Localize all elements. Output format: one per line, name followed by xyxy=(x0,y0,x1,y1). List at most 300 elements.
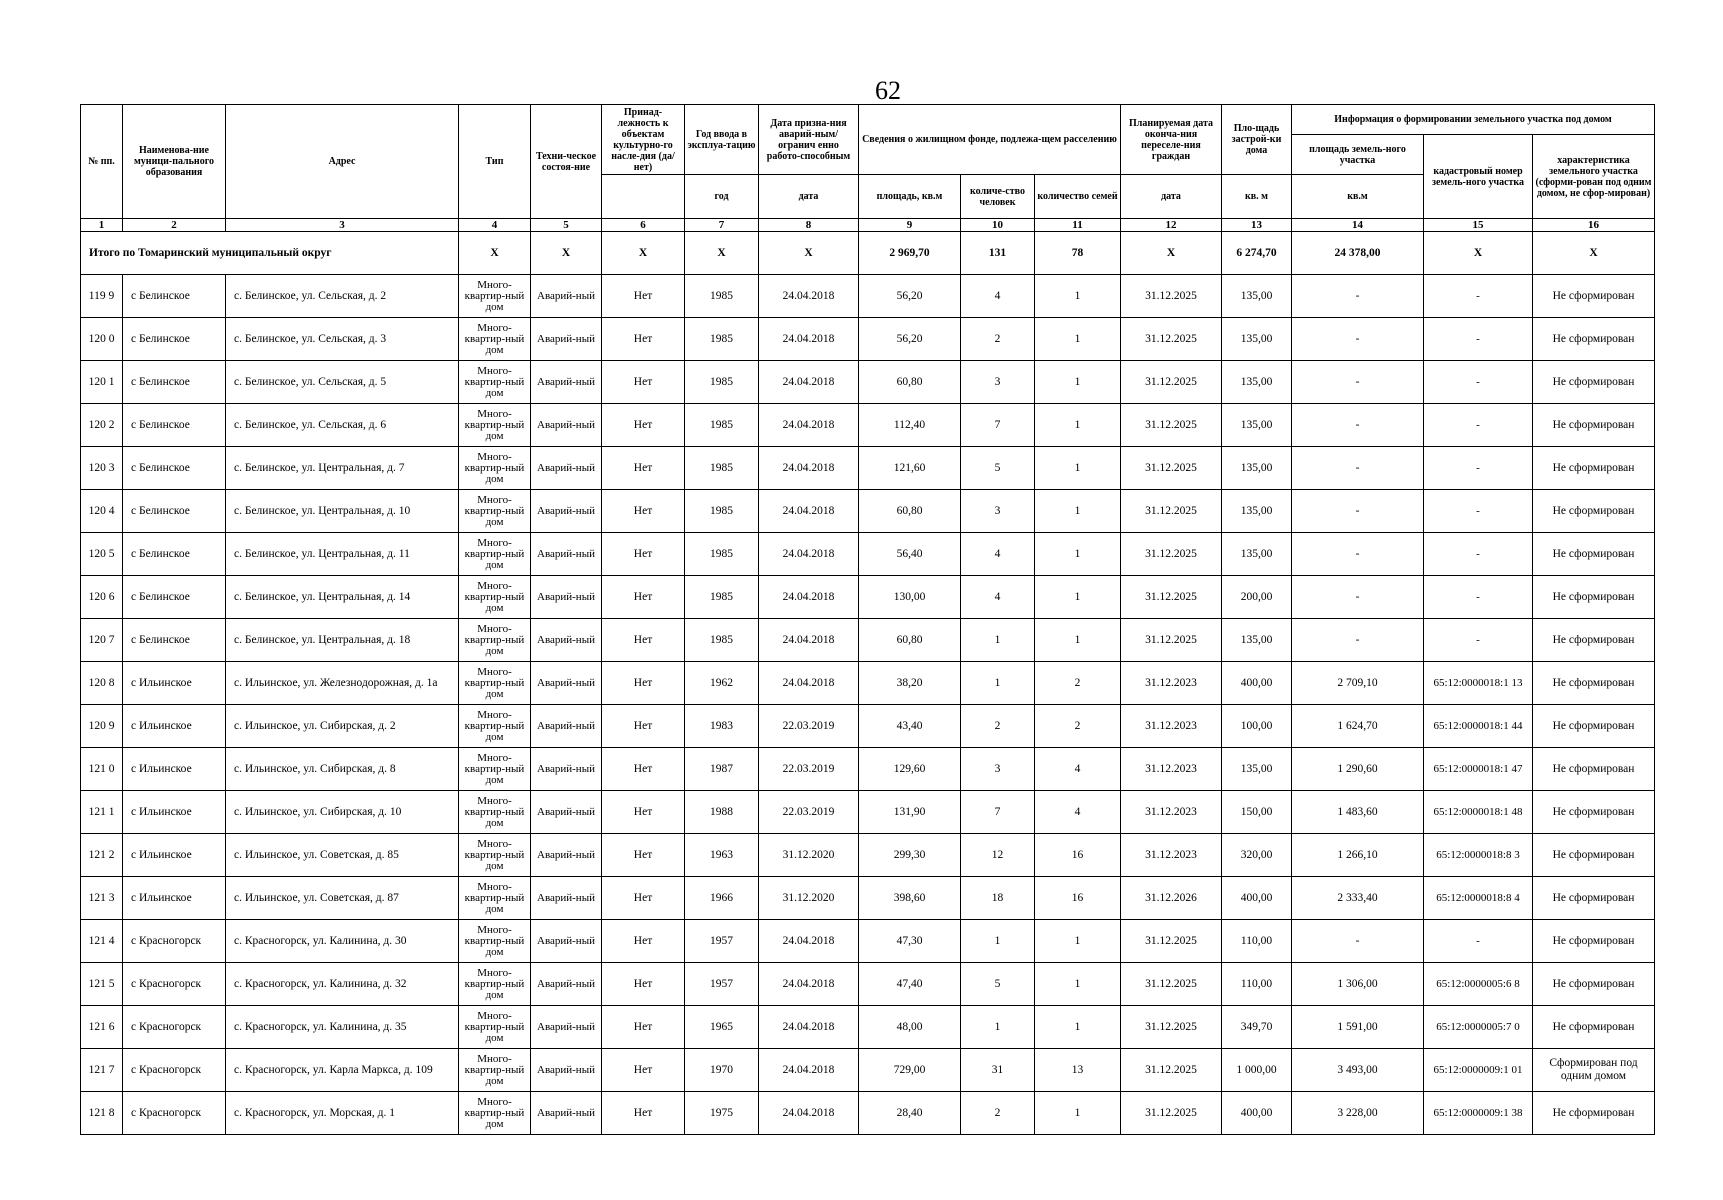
type-cell: Много-квартир-ный дом xyxy=(459,834,531,877)
land-area-cell: - xyxy=(1292,619,1424,662)
families-cell: 1 xyxy=(1035,447,1121,490)
built-area-cell: 100,00 xyxy=(1222,705,1292,748)
year-built-cell: 1970 xyxy=(685,1049,759,1092)
land-area-cell: 1 266,10 xyxy=(1292,834,1424,877)
people-cell: 4 xyxy=(961,275,1035,318)
municipality-cell: с Красногорск xyxy=(123,1092,226,1135)
table-row xyxy=(81,920,1655,963)
heritage-cell: Нет xyxy=(602,447,685,490)
cadastral-cell: 65:12:0000009:1 38 xyxy=(1424,1092,1533,1135)
heritage-cell: Нет xyxy=(602,361,685,404)
families-cell: 1 xyxy=(1035,404,1121,447)
built-area-cell: 135,00 xyxy=(1222,490,1292,533)
cadastral-cell: - xyxy=(1424,920,1533,963)
year-built-cell: 1975 xyxy=(685,1092,759,1135)
row-number: 120 4 xyxy=(81,490,123,533)
header-unit-built: кв. м xyxy=(1222,175,1292,219)
type-cell: Много-квартир-ный дом xyxy=(459,705,531,748)
area-cell: 47,40 xyxy=(859,963,961,1006)
cadastral-cell: - xyxy=(1424,619,1533,662)
planned-date-cell: 31.12.2025 xyxy=(1121,920,1222,963)
tech-state-cell: Аварий-ный xyxy=(531,490,602,533)
header-land-group: Информация о формировании земельного участка под домом xyxy=(1292,105,1655,135)
families-cell: 13 xyxy=(1035,1049,1121,1092)
row-number: 121 0 xyxy=(81,748,123,791)
area-cell: 60,80 xyxy=(859,361,961,404)
municipality-cell: с Белинское xyxy=(123,533,226,576)
people-cell: 2 xyxy=(961,1092,1035,1135)
emergency-date-cell: 24.04.2018 xyxy=(759,662,859,705)
built-area-cell: 110,00 xyxy=(1222,920,1292,963)
table-row xyxy=(81,361,1655,404)
cadastral-cell: - xyxy=(1424,490,1533,533)
emergency-date-cell: 24.04.2018 xyxy=(759,920,859,963)
people-cell: 4 xyxy=(961,533,1035,576)
people-cell: 3 xyxy=(961,748,1035,791)
row-number: 120 8 xyxy=(81,662,123,705)
cadastral-cell: - xyxy=(1424,404,1533,447)
built-area-cell: 135,00 xyxy=(1222,404,1292,447)
built-area-cell: 400,00 xyxy=(1222,1092,1292,1135)
emergency-date-cell: 24.04.2018 xyxy=(759,447,859,490)
families-cell: 1 xyxy=(1035,1092,1121,1135)
planned-date-cell: 31.12.2025 xyxy=(1121,1049,1222,1092)
column-number: 13 xyxy=(1222,219,1292,232)
table-row xyxy=(81,877,1655,920)
families-cell: 4 xyxy=(1035,748,1121,791)
emergency-date-cell: 24.04.2018 xyxy=(759,576,859,619)
emergency-date-cell: 31.12.2020 xyxy=(759,834,859,877)
land-char-cell: Не сформирован xyxy=(1533,963,1655,1006)
heritage-cell: Нет xyxy=(602,705,685,748)
built-area-cell: 135,00 xyxy=(1222,533,1292,576)
emergency-date-cell: 24.04.2018 xyxy=(759,404,859,447)
heritage-cell: Нет xyxy=(602,1049,685,1092)
header-unit-planned: дата xyxy=(1121,175,1222,219)
land-area-cell: - xyxy=(1292,490,1424,533)
tech-state-cell: Аварий-ный xyxy=(531,877,602,920)
built-area-cell: 400,00 xyxy=(1222,662,1292,705)
families-cell: 1 xyxy=(1035,576,1121,619)
land-char-cell: Не сформирован xyxy=(1533,1092,1655,1135)
families-cell: 1 xyxy=(1035,963,1121,1006)
table-row xyxy=(81,705,1655,748)
emergency-date-cell: 24.04.2018 xyxy=(759,490,859,533)
municipality-cell: с Ильинское xyxy=(123,834,226,877)
built-area-cell: 200,00 xyxy=(1222,576,1292,619)
heritage-cell: Нет xyxy=(602,877,685,920)
people-cell: 5 xyxy=(961,447,1035,490)
table-row xyxy=(81,576,1655,619)
municipality-cell: с Ильинское xyxy=(123,662,226,705)
heritage-cell: Нет xyxy=(602,576,685,619)
area-cell: 60,80 xyxy=(859,619,961,662)
cadastral-cell: 65:12:0000005:7 0 xyxy=(1424,1006,1533,1049)
heritage-cell: Нет xyxy=(602,834,685,877)
emergency-date-cell: 24.04.2018 xyxy=(759,619,859,662)
municipality-cell: с Белинское xyxy=(123,447,226,490)
type-cell: Много-квартир-ный дом xyxy=(459,404,531,447)
table-row xyxy=(81,318,1655,361)
address-cell: с. Ильинское, ул. Советская, д. 87 xyxy=(226,877,459,920)
land-char-cell: Не сформирован xyxy=(1533,576,1655,619)
area-cell: 56,20 xyxy=(859,275,961,318)
municipality-cell: с Ильинское xyxy=(123,877,226,920)
address-cell: с. Ильинское, ул. Сибирская, д. 10 xyxy=(226,791,459,834)
tech-state-cell: Аварий-ный xyxy=(531,748,602,791)
type-cell: Много-квартир-ный дом xyxy=(459,275,531,318)
tech-state-cell: Аварий-ный xyxy=(531,1049,602,1092)
built-area-cell: 150,00 xyxy=(1222,791,1292,834)
land-area-cell: - xyxy=(1292,404,1424,447)
header-type: Тип xyxy=(459,105,531,219)
header-area: площадь, кв.м xyxy=(859,175,961,219)
row-number: 121 6 xyxy=(81,1006,123,1049)
resettlement-register-table xyxy=(80,104,1655,1135)
land-char-cell: Не сформирован xyxy=(1533,791,1655,834)
type-cell: Много-квартир-ный дом xyxy=(459,533,531,576)
people-cell: 1 xyxy=(961,920,1035,963)
cadastral-cell: 65:12:0000009:1 01 xyxy=(1424,1049,1533,1092)
row-number: 121 5 xyxy=(81,963,123,1006)
people-cell: 2 xyxy=(961,705,1035,748)
address-cell: с. Ильинское, ул. Железнодорожная, д. 1а xyxy=(226,662,459,705)
municipality-cell: с Красногорск xyxy=(123,963,226,1006)
land-area-cell: - xyxy=(1292,361,1424,404)
column-number: 16 xyxy=(1533,219,1655,232)
table-row xyxy=(81,533,1655,576)
column-number: 2 xyxy=(123,219,226,232)
land-char-cell: Не сформирован xyxy=(1533,1006,1655,1049)
planned-date-cell: 31.12.2025 xyxy=(1121,361,1222,404)
heritage-cell: Нет xyxy=(602,533,685,576)
heritage-cell: Нет xyxy=(602,318,685,361)
table-row xyxy=(81,963,1655,1006)
land-char-cell: Не сформирован xyxy=(1533,404,1655,447)
address-cell: с. Белинское, ул. Сельская, д. 2 xyxy=(226,275,459,318)
column-number-row xyxy=(81,219,1655,232)
tech-state-cell: Аварий-ный xyxy=(531,791,602,834)
row-number: 121 2 xyxy=(81,834,123,877)
year-built-cell: 1957 xyxy=(685,963,759,1006)
emergency-date-cell: 24.04.2018 xyxy=(759,1092,859,1135)
tech-state-cell: Аварий-ный xyxy=(531,1092,602,1135)
tech-state-cell: Аварий-ный xyxy=(531,576,602,619)
tech-state-cell: Аварий-ный xyxy=(531,361,602,404)
emergency-date-cell: 24.04.2018 xyxy=(759,1049,859,1092)
cadastral-cell: - xyxy=(1424,361,1533,404)
people-cell: 1 xyxy=(961,1006,1035,1049)
emergency-date-cell: 22.03.2019 xyxy=(759,748,859,791)
people-cell: 7 xyxy=(961,404,1035,447)
planned-date-cell: 31.12.2026 xyxy=(1121,877,1222,920)
column-number: 6 xyxy=(602,219,685,232)
tech-state-cell: Аварий-ный xyxy=(531,1006,602,1049)
header-families: количество семей xyxy=(1035,175,1121,219)
total-row xyxy=(81,232,1655,275)
people-cell: 3 xyxy=(961,490,1035,533)
area-cell: 43,40 xyxy=(859,705,961,748)
header-emergency-date: Дата призна-ния аварий-ным/огранич енно работо-способным xyxy=(759,105,859,175)
emergency-date-cell: 24.04.2018 xyxy=(759,1006,859,1049)
land-area-cell: 3 228,00 xyxy=(1292,1092,1424,1135)
people-cell: 1 xyxy=(961,619,1035,662)
built-area-cell: 135,00 xyxy=(1222,275,1292,318)
land-char-cell: Не сформирован xyxy=(1533,490,1655,533)
total-year: X xyxy=(685,232,759,275)
row-number: 120 0 xyxy=(81,318,123,361)
year-built-cell: 1983 xyxy=(685,705,759,748)
land-char-cell: Не сформирован xyxy=(1533,275,1655,318)
row-number: 120 3 xyxy=(81,447,123,490)
type-cell: Много-квартир-ный дом xyxy=(459,490,531,533)
cadastral-cell: - xyxy=(1424,318,1533,361)
emergency-date-cell: 31.12.2020 xyxy=(759,877,859,920)
year-built-cell: 1957 xyxy=(685,920,759,963)
cadastral-cell: 65:12:0000018:1 13 xyxy=(1424,662,1533,705)
land-area-cell: 1 306,00 xyxy=(1292,963,1424,1006)
row-number: 120 2 xyxy=(81,404,123,447)
emergency-date-cell: 22.03.2019 xyxy=(759,791,859,834)
row-number: 120 6 xyxy=(81,576,123,619)
table-header xyxy=(81,105,1655,232)
header-address: Адрес xyxy=(226,105,459,219)
cadastral-cell: 65:12:0000018:1 48 xyxy=(1424,791,1533,834)
land-area-cell: 1 290,60 xyxy=(1292,748,1424,791)
address-cell: с. Красногорск, ул. Морская, д. 1 xyxy=(226,1092,459,1135)
year-built-cell: 1988 xyxy=(685,791,759,834)
land-area-cell: 1 591,00 xyxy=(1292,1006,1424,1049)
table-row xyxy=(81,490,1655,533)
total-land-char: X xyxy=(1533,232,1655,275)
families-cell: 2 xyxy=(1035,662,1121,705)
land-area-cell: - xyxy=(1292,275,1424,318)
cadastral-cell: - xyxy=(1424,576,1533,619)
address-cell: с. Белинское, ул. Центральная, д. 18 xyxy=(226,619,459,662)
emergency-date-cell: 24.04.2018 xyxy=(759,533,859,576)
row-number: 120 7 xyxy=(81,619,123,662)
table-row xyxy=(81,791,1655,834)
row-number: 119 9 xyxy=(81,275,123,318)
address-cell: с. Красногорск, ул. Калинина, д. 30 xyxy=(226,920,459,963)
address-cell: с. Белинское, ул. Сельская, д. 3 xyxy=(226,318,459,361)
planned-date-cell: 31.12.2025 xyxy=(1121,490,1222,533)
land-area-cell: - xyxy=(1292,318,1424,361)
total-area: 2 969,70 xyxy=(859,232,961,275)
emergency-date-cell: 24.04.2018 xyxy=(759,275,859,318)
tech-state-cell: Аварий-ный xyxy=(531,963,602,1006)
total-heritage: X xyxy=(602,232,685,275)
type-cell: Много-квартир-ный дом xyxy=(459,619,531,662)
column-number: 12 xyxy=(1121,219,1222,232)
people-cell: 5 xyxy=(961,963,1035,1006)
people-cell: 1 xyxy=(961,662,1035,705)
cadastral-cell: - xyxy=(1424,275,1533,318)
families-cell: 1 xyxy=(1035,490,1121,533)
heritage-cell: Нет xyxy=(602,748,685,791)
header-land-area: площадь земель-ного участка xyxy=(1292,135,1424,175)
header-people: количе-ство человек xyxy=(961,175,1035,219)
land-char-cell: Не сформирован xyxy=(1533,834,1655,877)
emergency-date-cell: 22.03.2019 xyxy=(759,705,859,748)
year-built-cell: 1985 xyxy=(685,576,759,619)
built-area-cell: 400,00 xyxy=(1222,877,1292,920)
tech-state-cell: Аварий-ный xyxy=(531,404,602,447)
area-cell: 56,40 xyxy=(859,533,961,576)
row-number: 120 9 xyxy=(81,705,123,748)
table-row xyxy=(81,834,1655,877)
land-area-cell: 2 333,40 xyxy=(1292,877,1424,920)
type-cell: Много-квартир-ный дом xyxy=(459,1049,531,1092)
area-cell: 131,90 xyxy=(859,791,961,834)
tech-state-cell: Аварий-ный xyxy=(531,318,602,361)
people-cell: 7 xyxy=(961,791,1035,834)
tech-state-cell: Аварий-ный xyxy=(531,619,602,662)
municipality-cell: с Ильинское xyxy=(123,748,226,791)
type-cell: Много-квартир-ный дом xyxy=(459,1092,531,1135)
year-built-cell: 1985 xyxy=(685,490,759,533)
address-cell: с. Белинское, ул. Сельская, д. 5 xyxy=(226,361,459,404)
municipality-cell: с Белинское xyxy=(123,576,226,619)
cadastral-cell: 65:12:0000018:8 4 xyxy=(1424,877,1533,920)
table-row xyxy=(81,662,1655,705)
column-number: 8 xyxy=(759,219,859,232)
table-row xyxy=(81,404,1655,447)
type-cell: Много-квартир-ный дом xyxy=(459,361,531,404)
planned-date-cell: 31.12.2025 xyxy=(1121,404,1222,447)
area-cell: 48,00 xyxy=(859,1006,961,1049)
area-cell: 121,60 xyxy=(859,447,961,490)
year-built-cell: 1985 xyxy=(685,275,759,318)
emergency-date-cell: 24.04.2018 xyxy=(759,361,859,404)
header-cadastral: кадастровый номер земель-ного участка xyxy=(1424,135,1533,219)
header-heritage: Принад-лежность к объектам культурно-го насле-дия (да/нет) xyxy=(602,105,685,175)
families-cell: 1 xyxy=(1035,619,1121,662)
built-area-cell: 135,00 xyxy=(1222,361,1292,404)
built-area-cell: 135,00 xyxy=(1222,619,1292,662)
row-number: 121 1 xyxy=(81,791,123,834)
area-cell: 60,80 xyxy=(859,490,961,533)
address-cell: с. Белинское, ул. Сельская, д. 6 xyxy=(226,404,459,447)
year-built-cell: 1963 xyxy=(685,834,759,877)
column-number: 1 xyxy=(81,219,123,232)
column-number: 15 xyxy=(1424,219,1533,232)
land-area-cell: - xyxy=(1292,447,1424,490)
table-row xyxy=(81,1092,1655,1135)
page-number: 62 xyxy=(875,76,901,105)
column-number: 3 xyxy=(226,219,459,232)
total-cadastral: X xyxy=(1424,232,1533,275)
tech-state-cell: Аварий-ный xyxy=(531,533,602,576)
planned-date-cell: 31.12.2025 xyxy=(1121,576,1222,619)
table-body xyxy=(81,232,1655,1135)
row-number: 121 4 xyxy=(81,920,123,963)
heritage-cell: Нет xyxy=(602,1006,685,1049)
type-cell: Много-квартир-ный дом xyxy=(459,877,531,920)
municipality-cell: с Белинское xyxy=(123,361,226,404)
column-number: 7 xyxy=(685,219,759,232)
land-char-cell: Не сформирован xyxy=(1533,705,1655,748)
area-cell: 398,60 xyxy=(859,877,961,920)
municipality-cell: с Красногорск xyxy=(123,920,226,963)
municipality-cell: с Белинское xyxy=(123,318,226,361)
land-char-cell: Не сформирован xyxy=(1533,662,1655,705)
address-cell: с. Ильинское, ул. Советская, д. 85 xyxy=(226,834,459,877)
total-land-area: 24 378,00 xyxy=(1292,232,1424,275)
address-cell: с. Белинское, ул. Центральная, д. 11 xyxy=(226,533,459,576)
cadastral-cell: 65:12:0000005:6 8 xyxy=(1424,963,1533,1006)
total-planned: X xyxy=(1121,232,1222,275)
municipality-cell: с Белинское xyxy=(123,490,226,533)
year-built-cell: 1985 xyxy=(685,404,759,447)
tech-state-cell: Аварий-ный xyxy=(531,447,602,490)
total-families: 78 xyxy=(1035,232,1121,275)
people-cell: 18 xyxy=(961,877,1035,920)
header-unit-year: год xyxy=(685,175,759,219)
total-tech-state: X xyxy=(531,232,602,275)
municipality-cell: с Ильинское xyxy=(123,705,226,748)
planned-date-cell: 31.12.2025 xyxy=(1121,447,1222,490)
families-cell: 1 xyxy=(1035,275,1121,318)
address-cell: с. Ильинское, ул. Сибирская, д. 2 xyxy=(226,705,459,748)
heritage-cell: Нет xyxy=(602,490,685,533)
emergency-date-cell: 24.04.2018 xyxy=(759,963,859,1006)
total-people: 131 xyxy=(961,232,1035,275)
column-number: 5 xyxy=(531,219,602,232)
total-label: Итого по Томаринский муниципальный округ xyxy=(81,232,459,275)
header-tech-state: Техни-ческое состоя-ние xyxy=(531,105,602,219)
year-built-cell: 1987 xyxy=(685,748,759,791)
heritage-cell: Нет xyxy=(602,920,685,963)
address-cell: с. Белинское, ул. Центральная, д. 7 xyxy=(226,447,459,490)
municipality-cell: с Белинское xyxy=(123,619,226,662)
land-char-cell: Сформирован под одним домом xyxy=(1533,1049,1655,1092)
heritage-cell: Нет xyxy=(602,662,685,705)
families-cell: 1 xyxy=(1035,920,1121,963)
total-built-area: 6 274,70 xyxy=(1222,232,1292,275)
header-housing-group: Сведения о жилищном фонде, подлежа-щем расселению xyxy=(859,105,1121,175)
land-area-cell: 2 709,10 xyxy=(1292,662,1424,705)
header-unit-land: кв.м xyxy=(1292,175,1424,219)
row-number: 121 3 xyxy=(81,877,123,920)
type-cell: Много-квартир-ный дом xyxy=(459,318,531,361)
emergency-date-cell: 24.04.2018 xyxy=(759,318,859,361)
built-area-cell: 349,70 xyxy=(1222,1006,1292,1049)
year-built-cell: 1985 xyxy=(685,361,759,404)
heritage-cell: Нет xyxy=(602,404,685,447)
planned-date-cell: 31.12.2025 xyxy=(1121,619,1222,662)
table-row xyxy=(81,1006,1655,1049)
header-unit-date: дата xyxy=(759,175,859,219)
area-cell: 112,40 xyxy=(859,404,961,447)
built-area-cell: 1 000,00 xyxy=(1222,1049,1292,1092)
people-cell: 12 xyxy=(961,834,1035,877)
families-cell: 16 xyxy=(1035,834,1121,877)
area-cell: 729,00 xyxy=(859,1049,961,1092)
planned-date-cell: 31.12.2025 xyxy=(1121,318,1222,361)
header-built-area: Пло-щадь застрой-ки дома xyxy=(1222,105,1292,175)
type-cell: Много-квартир-ный дом xyxy=(459,791,531,834)
families-cell: 1 xyxy=(1035,1006,1121,1049)
built-area-cell: 110,00 xyxy=(1222,963,1292,1006)
land-char-cell: Не сформирован xyxy=(1533,533,1655,576)
address-cell: с. Белинское, ул. Центральная, д. 10 xyxy=(226,490,459,533)
cadastral-cell: 65:12:0000018:8 3 xyxy=(1424,834,1533,877)
area-cell: 299,30 xyxy=(859,834,961,877)
area-cell: 28,40 xyxy=(859,1092,961,1135)
heritage-cell: Нет xyxy=(602,791,685,834)
cadastral-cell: 65:12:0000018:1 44 xyxy=(1424,705,1533,748)
